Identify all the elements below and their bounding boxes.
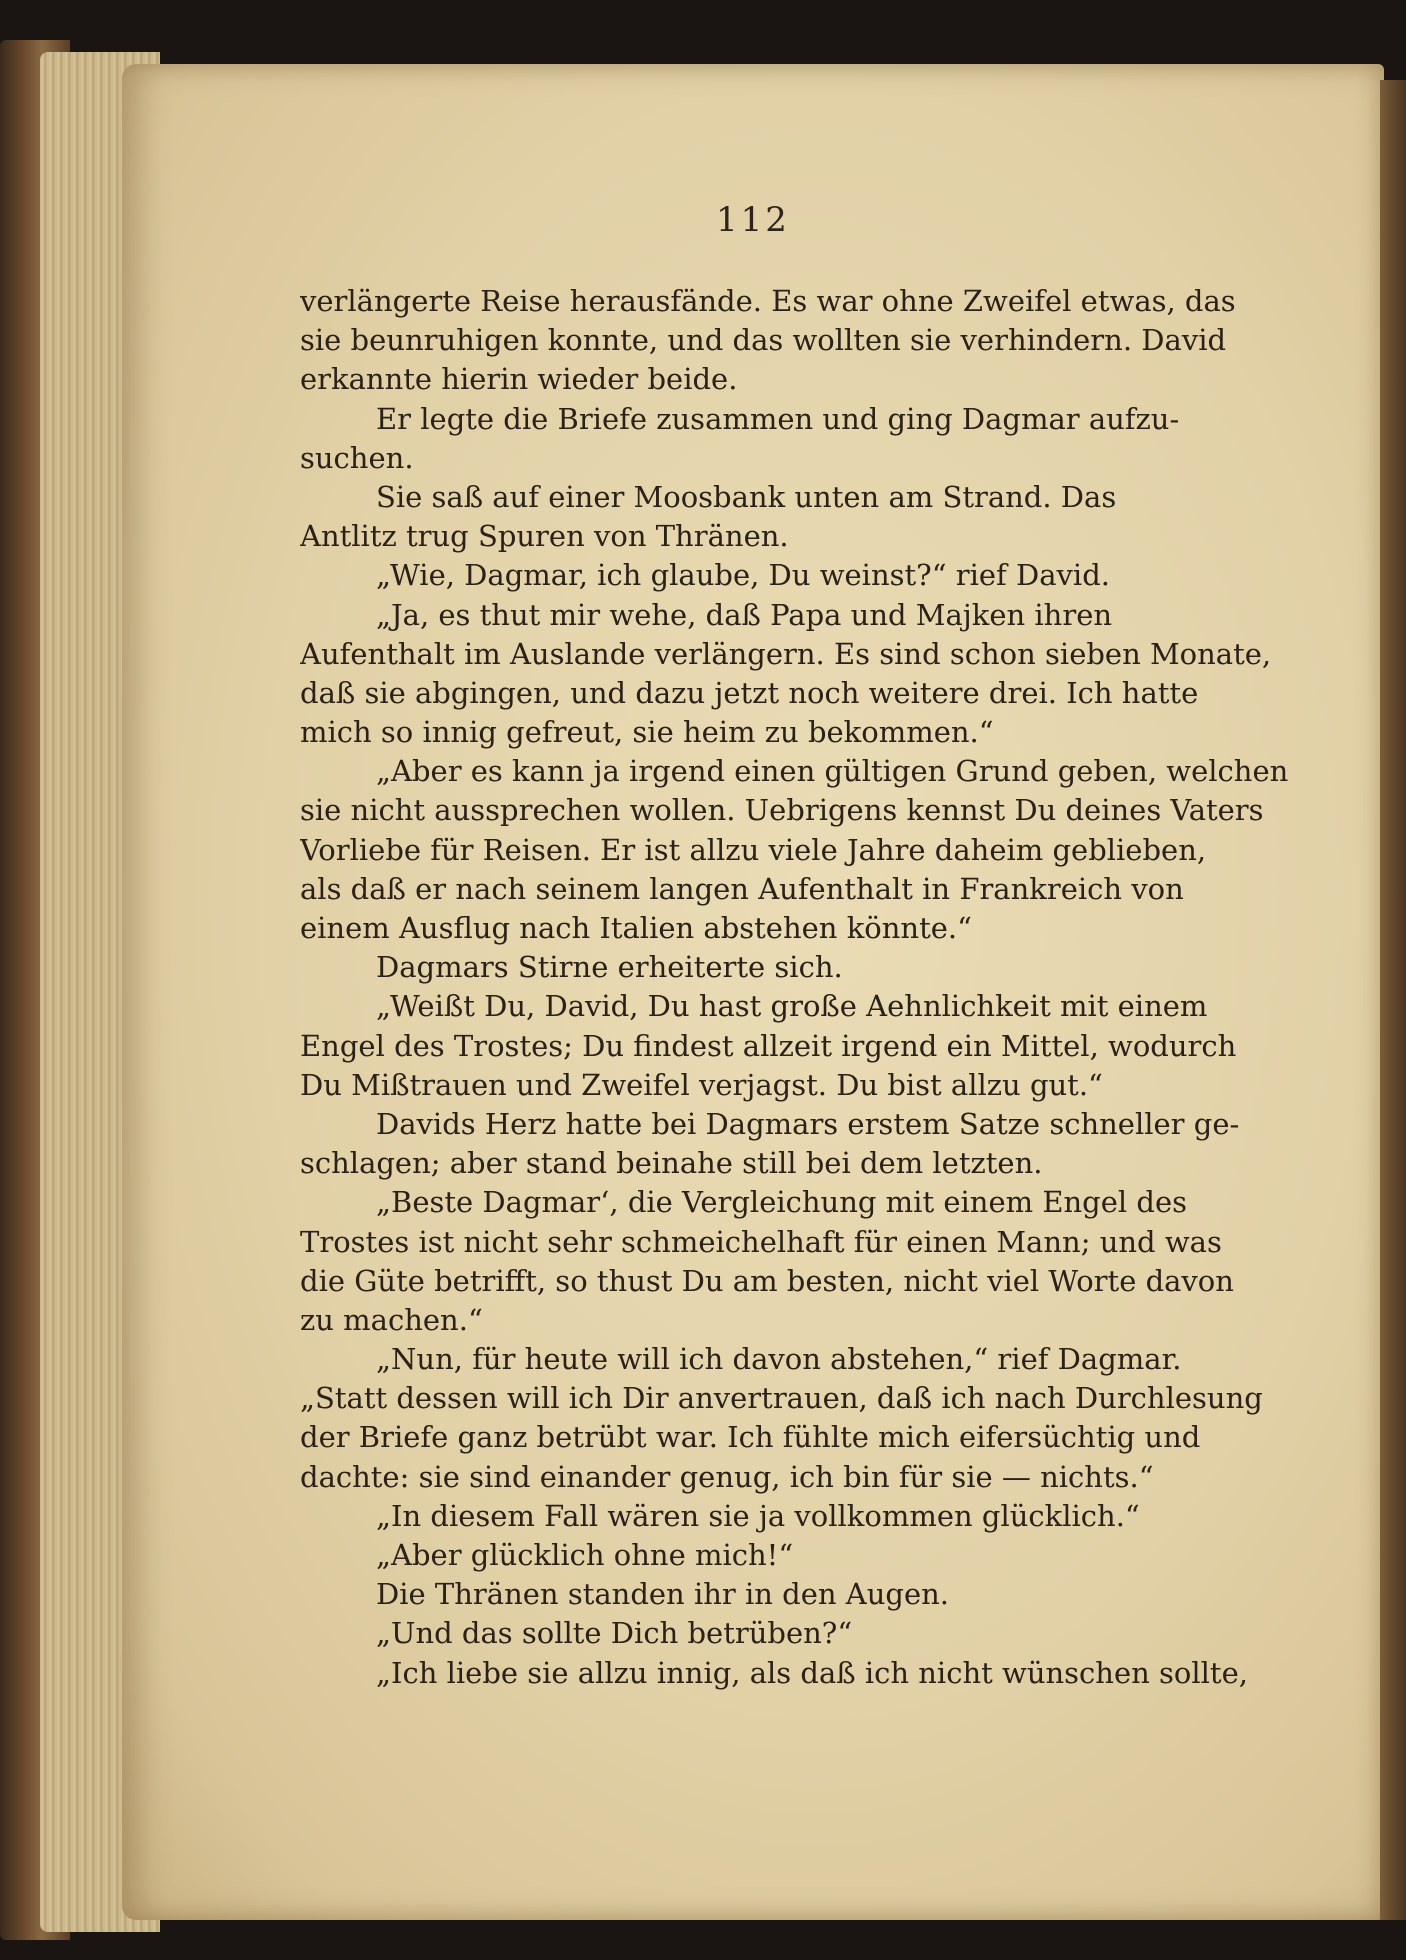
text-line: „Aber glücklich ohne mich!“ <box>376 1538 794 1572</box>
text-line: „Und das sollte Dich betrüben?“ <box>376 1616 853 1651</box>
text-line: dachte: sie sind einander genug, ich bin für sie — nichts.“ <box>300 1459 1154 1494</box>
text-line: „Ich liebe sie allzu innig, als daß ich nicht wünschen sollte, <box>376 1655 1248 1690</box>
text-line: „Nun, für heute will ich davon abstehen,“ rief Dagmar. <box>376 1342 1182 1377</box>
text-line: daß sie abgingen, und dazu jetzt noch weitere drei. Ich hatte <box>300 675 1199 710</box>
text-line: sie nicht aussprechen wollen. Uebrigens kennst Du deines Vaters <box>300 793 1264 828</box>
text-line: Dagmars Stirne erheiterte sich. <box>376 950 843 985</box>
text-line: „Ja, es thut mir wehe, daß Papa und Majken ihren <box>376 597 1113 632</box>
text-line: „In diesem Fall wären sie ja vollkommen glücklich.“ <box>376 1498 1140 1533</box>
text-line: zu machen.“ <box>300 1302 483 1337</box>
text-line: sie beunruhigen konnte, und das wollten sie verhindern. David <box>300 323 1227 358</box>
text-line: Du Mißtrauen und Zweifel verjagst. Du bist allzu gut.“ <box>300 1067 1103 1102</box>
text-line: Die Thränen standen ihr in den Augen. <box>376 1577 950 1612</box>
text-line: „Wie, Dagmar, ich glaube, Du weinst?“ rief David. <box>376 558 1110 593</box>
text-line: „Aber es kann ja irgend einen gültigen Grund geben, welchen <box>376 754 1289 789</box>
text-line: erkannte hierin wieder beide. <box>300 362 738 397</box>
binding-edge <box>1380 80 1406 1920</box>
text-line: Antlitz trug Spuren von Thränen. <box>300 519 789 554</box>
text-line: verlängerte Reise herausfände. Es war ohne Zweifel etwas, das <box>300 284 1236 318</box>
text-line: „Beste Dagmar‘, die Vergleichung mit einem Engel des <box>376 1185 1187 1220</box>
text-line: „Weißt Du, David, Du hast große Aehnlichkeit mit einem <box>376 989 1208 1024</box>
text-line: Aufenthalt im Auslande verlängern. Es sind schon sieben Monate, <box>300 636 1272 671</box>
text-line: Trostes ist nicht sehr schmeichelhaft für einen Mann; und was <box>300 1224 1222 1259</box>
text-line: der Briefe ganz betrübt war. Ich fühlte mich eifersüchtig und <box>300 1420 1201 1455</box>
text-line: Vorliebe für Reisen. Er ist allzu viele Jahre daheim geblieben, <box>300 832 1207 867</box>
text-line: die Güte betrifft, so thust Du am besten, nicht viel Worte davon <box>300 1263 1234 1298</box>
text-line: als daß er nach seinem langen Aufenthalt in Frankreich von <box>300 871 1184 906</box>
text-line: suchen. <box>300 440 414 475</box>
text-line: schlagen; aber stand beinahe still bei dem letzten. <box>300 1146 1043 1181</box>
text-line: mich so innig gefreut, sie heim zu bekommen.“ <box>300 715 994 750</box>
text-line: „Statt dessen will ich Dir anvertrauen, daß ich nach Durchlesung <box>300 1381 1263 1416</box>
text-line: Engel des Trostes; Du findest allzeit irgend ein Mittel, wodurch <box>300 1028 1237 1063</box>
body-text <box>300 282 1310 1712</box>
page-number: 112 <box>716 200 790 240</box>
text-line: Er legte die Briefe zusammen und ging Dagmar aufzu- <box>376 401 1180 436</box>
text-line: einem Ausflug nach Italien abstehen könnte.“ <box>300 911 972 945</box>
text-line: Davids Herz hatte bei Dagmars erstem Satze schneller ge- <box>376 1106 1240 1141</box>
text-line: Sie saß auf einer Moosbank unten am Strand. Das <box>376 479 1117 514</box>
